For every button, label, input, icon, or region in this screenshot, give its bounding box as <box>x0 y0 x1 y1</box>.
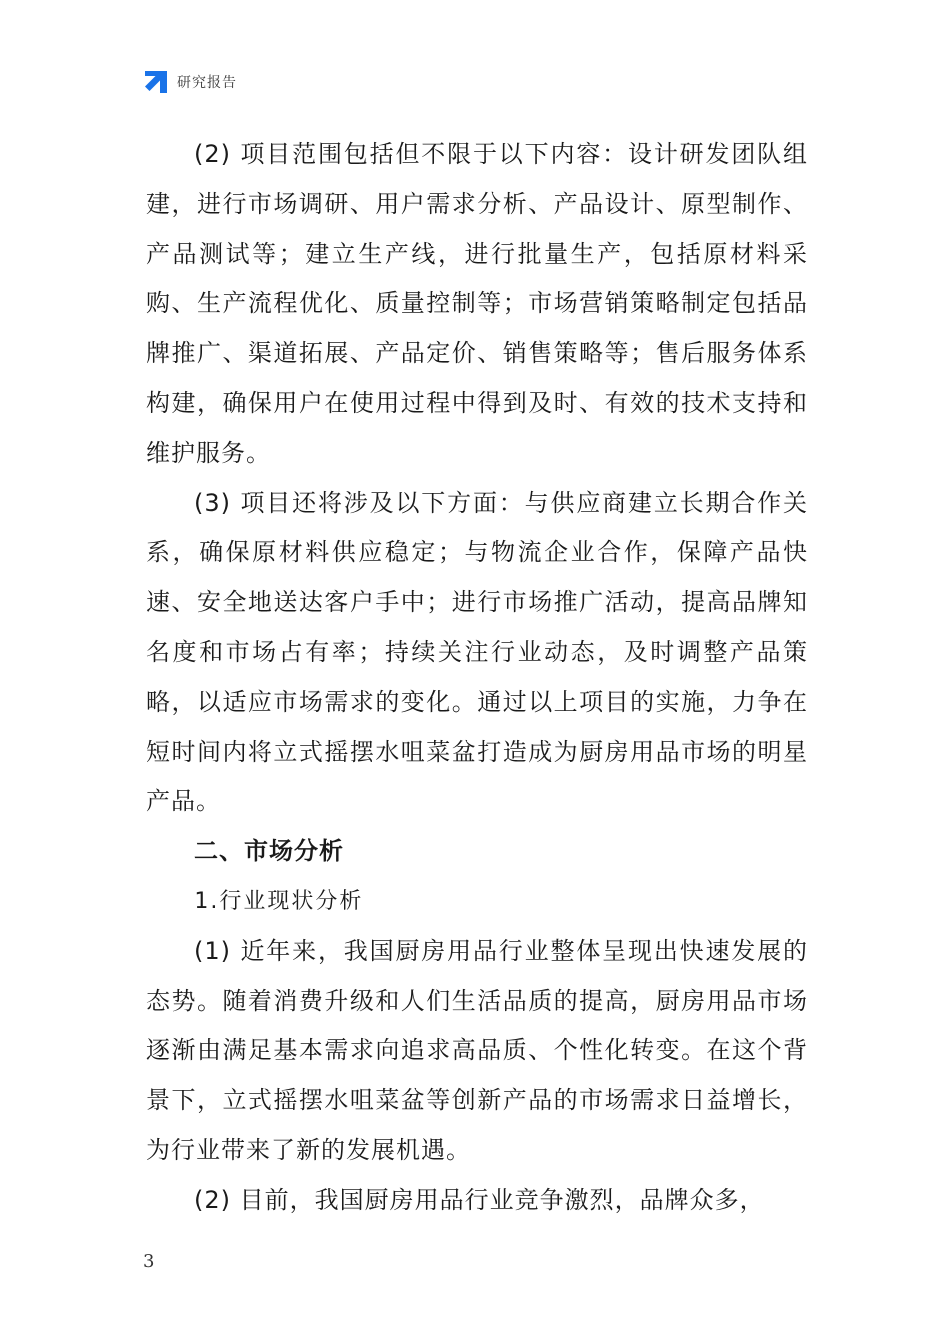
paragraph-competition: (2) 目前，我国厨房用品行业竞争激烈，品牌众多， <box>194 1185 765 1214</box>
report-label: 研究报告 <box>177 75 237 91</box>
subsection-heading: 1.行业现状分析 <box>194 888 364 914</box>
paragraph-industry-status: (1) 近年来，我国厨房用品行业整体呈现出快速发展的态势。随着消费升级和人们生活品质的提高，厨房用品市场逐渐由满足基本需求向追求高品质、个性化转变。在这个背景下，立式摇摆水咀菜盆等创新产品的市场需求日益增长，为行业带来了新的发展机遇。 <box>146 936 808 1164</box>
arrow-logo-icon <box>143 69 169 95</box>
page-number: 3 <box>143 1251 155 1272</box>
document-body <box>146 130 808 1226</box>
paragraph-project-scope: (2) 项目范围包括但不限于以下内容：设计研发团队组建，进行市场调研、用户需求分析、产品设计、原型制作、产品测试等；建立生产线，进行批量生产，包括原材料采购、生产流程优化、质量控制等；市场营销策略制定包括品牌推广、渠道拓展、产品定价、销售策略等；售后服务体系构建，确保用户在使用过程中得到及时、有效的技术支持和维护服务。 <box>146 140 808 467</box>
page-header <box>143 68 237 96</box>
paragraph-project-aspects: (3) 项目还将涉及以下方面：与供应商建立长期合作关系，确保原材料供应稳定；与物流企业合作，保障产品快速、安全地送达客户手中；进行市场推广活动，提高品牌知名度和市场占有率；持续关注行业动态，及时调整产品策略，以适应市场需求的变化。通过以上项目的实施，力争在短时间内将立式摇摆水咀菜盆打造成为厨房用品市场的明星产品。 <box>146 488 808 816</box>
section-heading: 二、市场分析 <box>194 837 344 866</box>
